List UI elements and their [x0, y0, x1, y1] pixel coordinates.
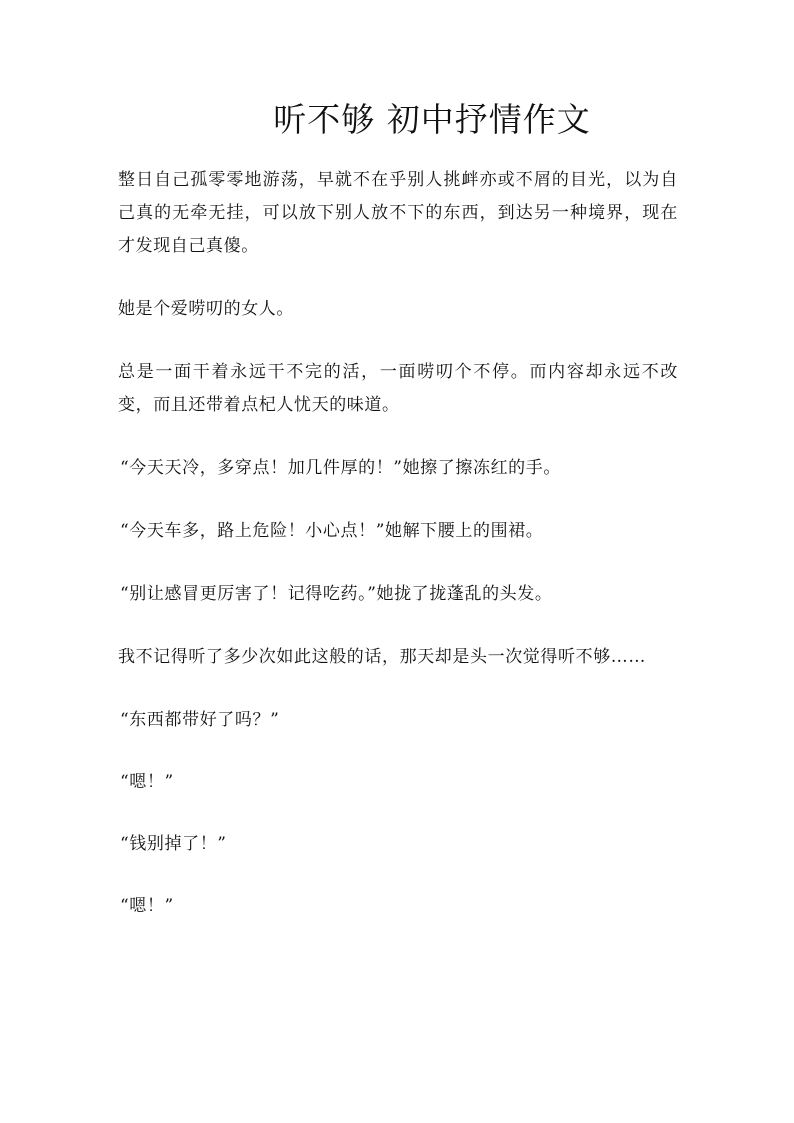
- essay-title: 听不够 初中抒情作文: [273, 100, 591, 139]
- paragraph-1: 整日自己孤零零地游荡，早就不在乎别人挑衅亦或不屑的目光，以为自己真的无牵无挂，可以放下别人放不下的东西，到达另一种境界，现在才发现自己真傻。: [118, 170, 678, 256]
- dialogue-line-4: “嗯！”: [120, 896, 174, 916]
- paragraph-2: 她是个爱唠叨的女人。: [118, 299, 294, 319]
- dialogue-line-1: “东西都带好了吗？”: [120, 710, 280, 730]
- paragraph-3: 总是一面干着永远干不完的活，一面唠叨个不停。而内容却永远不改变，而且还带着点杞人忧天的味道。: [118, 362, 678, 415]
- essay-body: [118, 164, 678, 952]
- paragraph-4: “今天天冷，多穿点！加几件厚的！”她擦了擦冻红的手。: [120, 458, 561, 478]
- paragraph-5: “今天车多，路上危险！小心点！”她解下腰上的围裙。: [120, 521, 544, 541]
- dialogue-line-2: “嗯！”: [120, 772, 174, 792]
- paragraph-7: 我不记得听了多少次如此这般的话，那天却是头一次觉得听不够……: [118, 647, 646, 667]
- paragraph-6: “别让感冒更厉害了！记得吃药。”她拢了拢蓬乱的头发。: [120, 584, 553, 604]
- dialogue-line-3: “钱别掉了！”: [120, 834, 227, 854]
